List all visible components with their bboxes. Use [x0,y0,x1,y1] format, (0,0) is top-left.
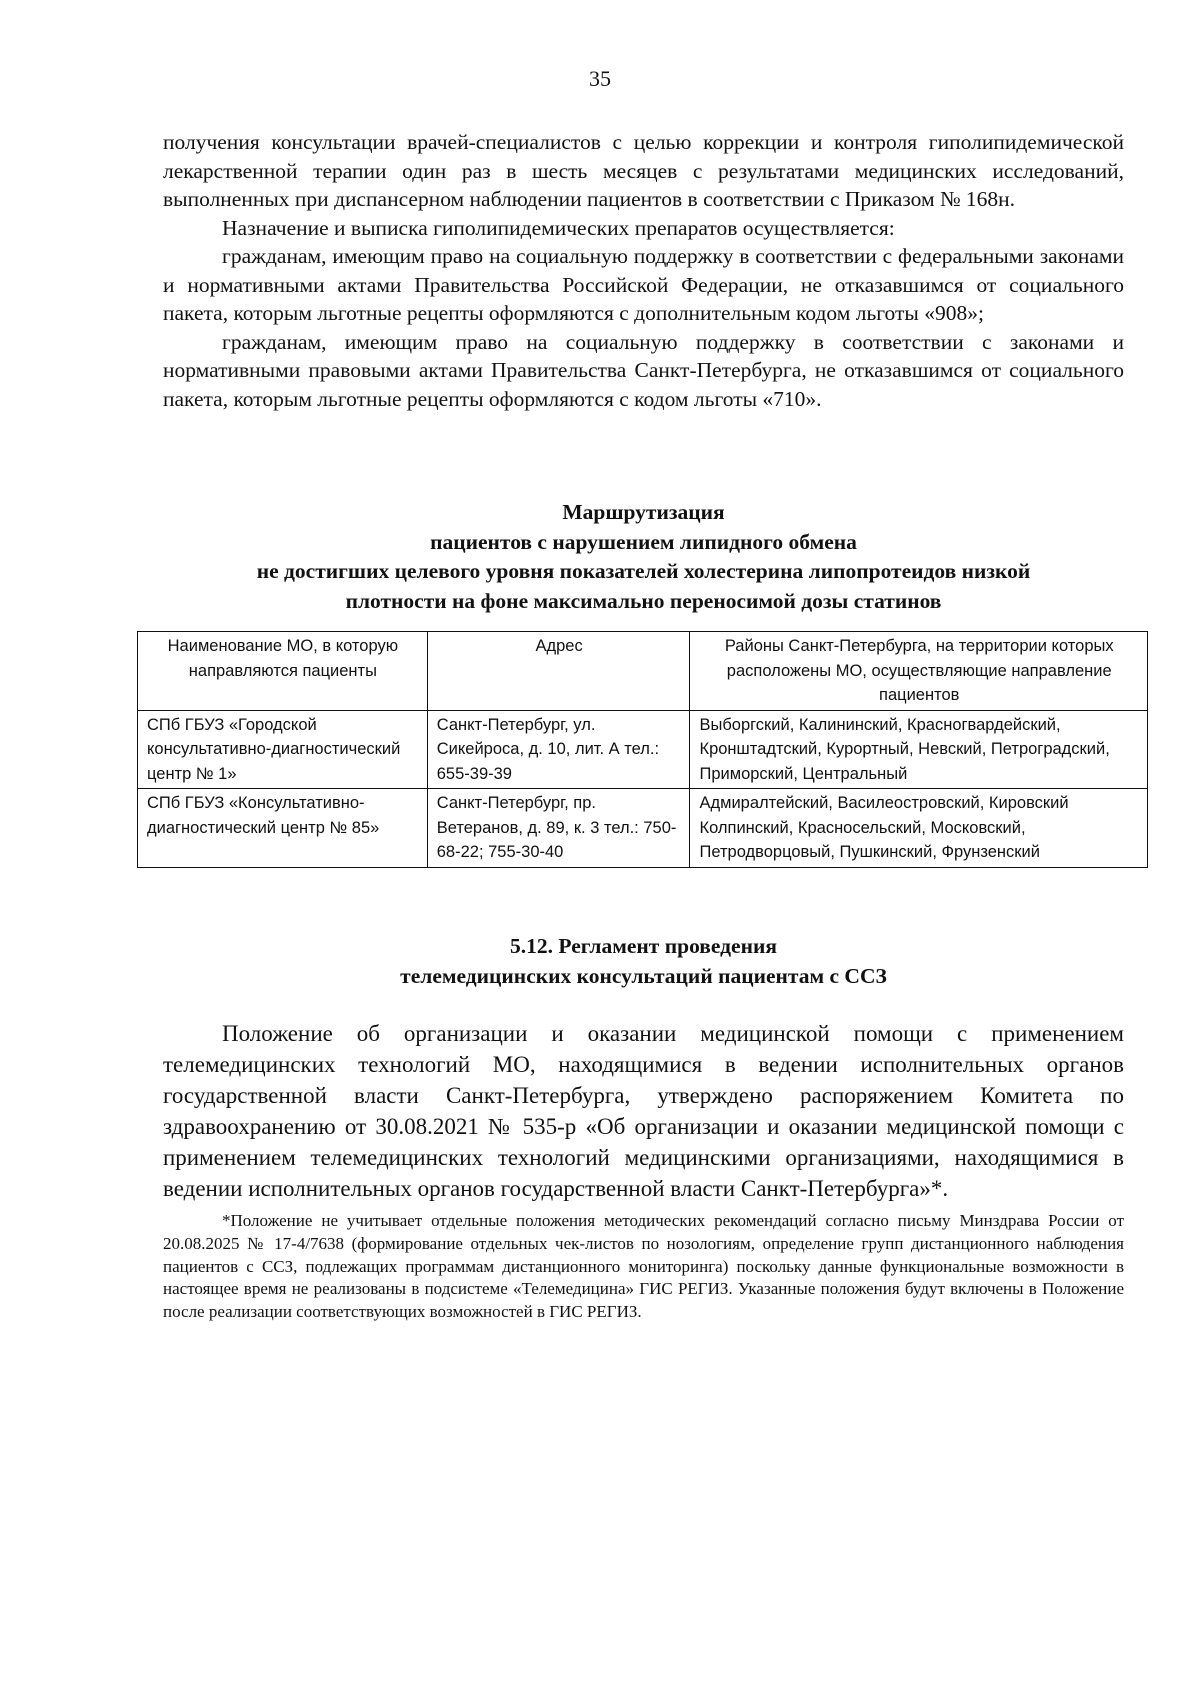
table-cell-address: Санкт-Петербург, ул. Сикейроса, д. 10, лит. А тел.: 655-39-39 [427,710,690,789]
table-header-cell: Адрес [427,632,690,711]
routing-table [137,631,1148,868]
table-cell-address: Санкт-Петербург, пр. Ветеранов, д. 89, к. 3 тел.: 750-68-22; 755-30-40 [427,789,690,868]
routing-heading-line: не достигших целевого уровня показателей холестерина липопротеидов низкой [256,559,1031,583]
table-header-cell: Наименование МО, в которую направляются пациенты [138,632,428,711]
section-heading-line: телемедицинских консультаций пациентам с ССЗ [400,963,887,988]
routing-heading-line: плотности на фоне максимально переносимой дозы статинов [345,588,942,613]
section-paragraph: Положение об организации и оказании медицинской помощи с применением телемедицинских технологий МО, находящимися в ведении исполнительных органов государственной власти Санкт-Петербурга, утверждено распоряжением Комитета по здравоохранению от 30.08.2021 № 535-р «Об организации и оказании медицинской помощи с применением телемедицинских технологий медицинскими организациями, находящимися в ведении исполнительных органов государственной власти Санкт-Петербурга»*. [163,1021,1124,1201]
table-header-cell: Районы Санкт-Петербурга, на территории которых расположены МО, осуществляющие направление пациентов [690,632,1148,711]
table-cell-districts: Выборгский, Калининский, Красногвардейский, Кронштадтский, Курортный, Невский, Петроградский, Приморский, Центральный [690,710,1148,789]
intro-text [163,128,1124,413]
routing-heading-line: Маршрутизация [562,500,725,524]
footnote: *Положение не учитывает отдельные положения методических рекомендаций согласно письму Минздрава России от 20.08.2025 № 17-4/7638 (формирование отдельных чек-листов по нозологиям, определение групп дистанционного наблюдения пациентов с ССЗ, подлежащих программам дистанционного мониторинга) поскольку данные функциональные возможности в настоящее время не реализованы в подсистеме «Телемедицина» ГИС РЕГИЗ. Указанные положения будут включены в Положение после реализации соответствующих возможностей в ГИС РЕГИЗ. [163,1211,1124,1322]
page-number: 35 [589,66,611,91]
paragraph: гражданам, имеющим право на социальную поддержку в соответствии с федеральными законами и нормативными актами Правительства Российской Федерации, не отказавшимся от социального пакета, которым льготные рецепты оформляются с дополнительным кодом льготы «908»; [163,244,1124,325]
paragraph: Назначение и выписка гиполипидемических препаратов осуществляется: [222,215,895,240]
table-row [138,710,1148,789]
table-cell-districts: Адмиралтейский, Василеостровский, Кировский Колпинский, Красносельский, Московский, Петродворцовый, Пушкинский, Фрунзенский [690,789,1148,868]
table-cell-name: СПб ГБУЗ «Городской консультативно-диагностический центр № 1» [138,710,428,789]
section-heading [163,932,1124,991]
paragraph: гражданам, имеющим право на социальную поддержку в соответствии с законами и нормативными правовыми актами Правительства Санкт-Петербурга, не отказавшимся от социального пакета, которым льготные рецепты оформляются с кодом льготы «710». [163,329,1124,411]
section-heading-line: 5.12. Регламент проведения [509,934,778,958]
table-row [138,789,1148,868]
table-cell-name: СПб ГБУЗ «Консультативно-диагностический центр № 85» [138,789,428,868]
table-header-row [138,632,1148,711]
routing-heading-line: пациентов с нарушением липидного обмена [430,529,857,554]
routing-heading [163,498,1124,616]
paragraph: получения консультации врачей-специалистов с целью коррекции и контроля гиполипидемической лекарственной терапии один раз в шесть месяцев с результатами медицинских исследований, выполненных при диспансерном наблюдении пациентов в соответствии с Приказом № 168н. [163,130,1124,211]
section-text [163,1018,1124,1324]
